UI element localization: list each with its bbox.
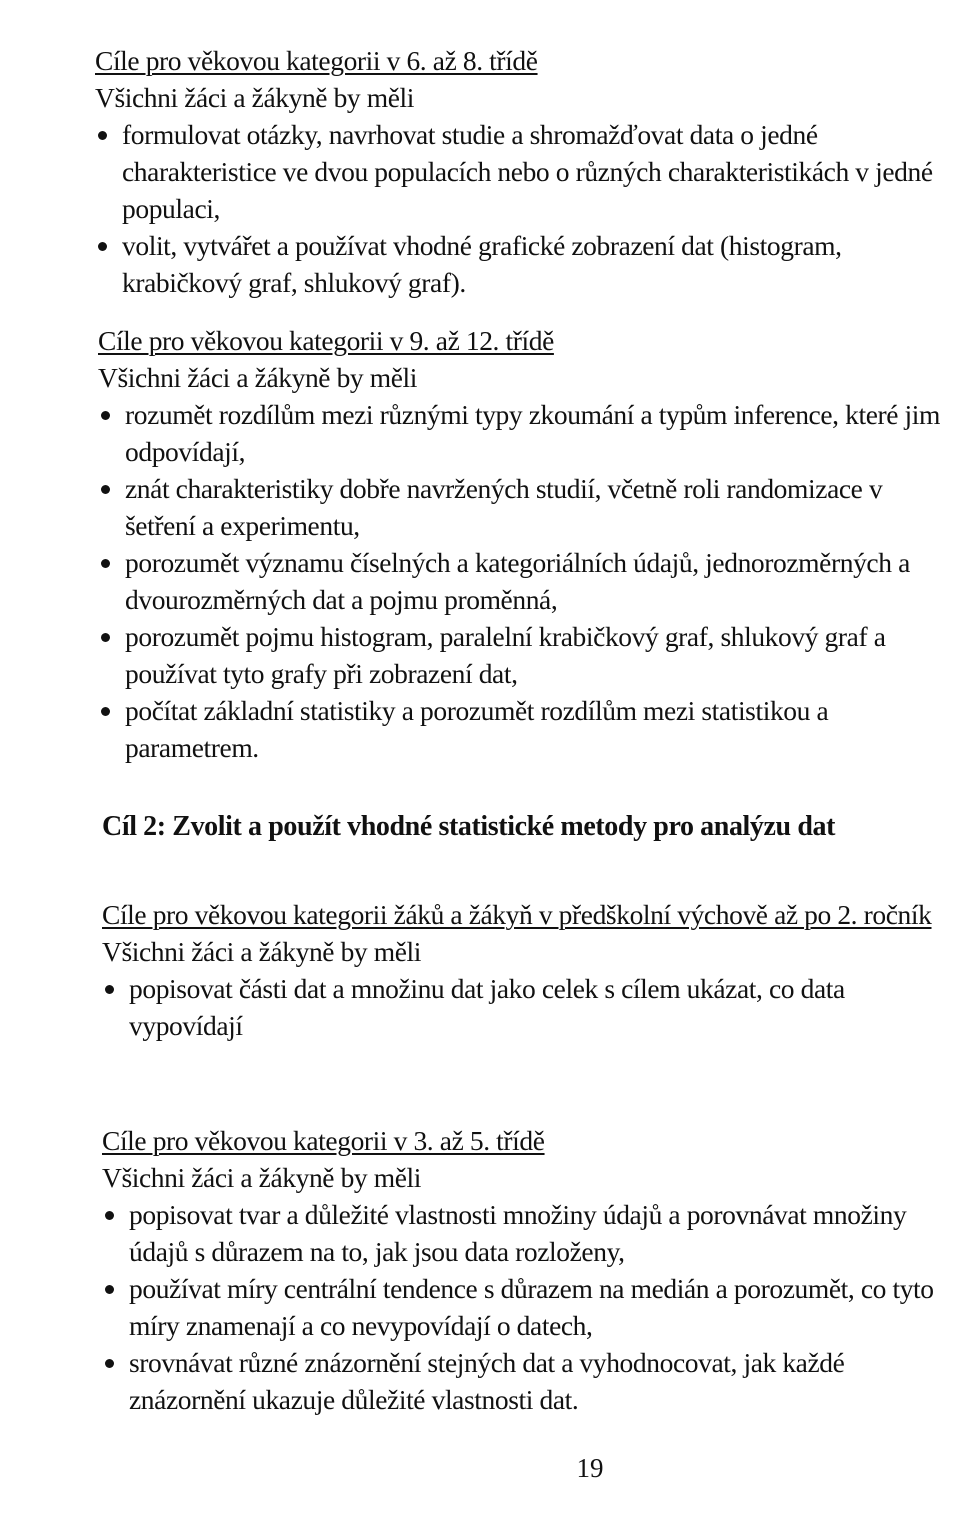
list-item: volit, vytvářet a používat vhodné grafické zobrazení dat (histogram, krabičkový graf, shlukový graf).	[95, 227, 945, 301]
list-item: srovnávat různé znázornění stejných dat a vyhodnocovat, jak každé znázornění ukazuje důležité vlastnosti dat.	[102, 1344, 952, 1418]
list-item: znát charakteristiky dobře navržených studií, včetně roli randomizace v šetření a experimentu,	[98, 470, 950, 544]
list-item: popisovat tvar a důležité vlastnosti množiny údajů a porovnávat množiny údajů s důrazem na to, jak jsou data rozloženy,	[102, 1196, 952, 1270]
section-grades-6-8	[95, 42, 945, 301]
section-intro: Všichni žáci a žákyně by měli	[98, 362, 418, 393]
list-item: porozumět významu číselných a kategoriálních údajů, jednorozměrných a dvourozměrných dat a pojmu proměnná,	[98, 544, 950, 618]
section-heading: Cíle pro věkovou kategorii žáků a žákyň v předškolní výchově až po 2. ročník	[102, 899, 932, 930]
list-item: porozumět pojmu histogram, paralelní krabičkový graf, shlukový graf a používat tyto grafy při zobrazení dat,	[98, 618, 950, 692]
section-grades-9-12	[98, 322, 950, 766]
section-intro: Všichni žáci a žákyně by měli	[102, 1162, 422, 1193]
list-item: používat míry centrální tendence s důrazem na medián a porozumět, co tyto míry znamenají a co nevypovídají o datech,	[102, 1270, 952, 1344]
list-item: popisovat části dat a množinu dat jako celek s cílem ukázat, co data vypovídají	[102, 970, 942, 1044]
section-intro: Všichni žáci a žákyně by měli	[102, 936, 422, 967]
section-heading: Cíle pro věkovou kategorii v 9. až 12. třídě	[98, 325, 554, 356]
goal-heading: Cíl 2: Zvolit a použít vhodné statistické metody pro analýzu dat	[102, 811, 836, 842]
bullet-list	[102, 1196, 952, 1418]
section-grades-3-5	[102, 1122, 952, 1418]
list-item: počítat základní statistiky a porozumět rozdílům mezi statistikou a parametrem.	[98, 692, 950, 766]
section-intro: Všichni žáci a žákyně by měli	[95, 82, 415, 113]
section-heading: Cíle pro věkovou kategorii v 6. až 8. třídě	[95, 45, 538, 76]
list-item: formulovat otázky, navrhovat studie a shromažďovat data o jedné charakteristice ve dvou populacích nebo o různých charakteristikách v jedné populaci,	[95, 116, 945, 227]
bullet-list	[95, 116, 945, 301]
list-item: rozumět rozdílům mezi různými typy zkoumání a typům inference, které jim odpovídají,	[98, 396, 950, 470]
bullet-list	[98, 396, 950, 766]
section-heading: Cíle pro věkovou kategorii v 3. až 5. třídě	[102, 1125, 545, 1156]
section-preschool-grade-2	[102, 896, 942, 1044]
bullet-list	[102, 970, 942, 1044]
page-number: 19	[576, 1453, 604, 1483]
